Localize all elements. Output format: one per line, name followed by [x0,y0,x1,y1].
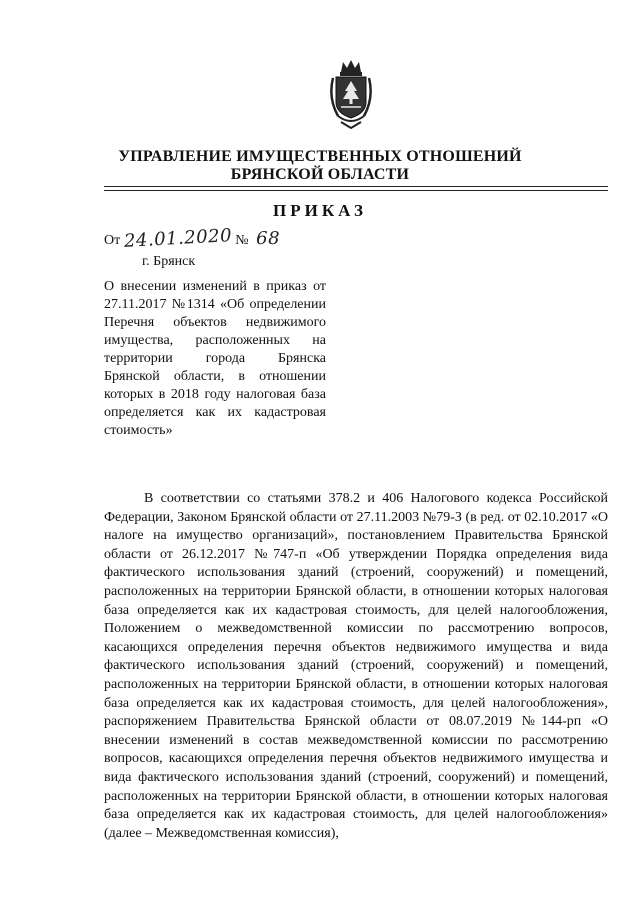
document-type-title: ПРИКАЗ [273,201,367,220]
header-divider-top [104,186,608,187]
organization-name-line1: УПРАВЛЕНИЕ ИМУЩЕСТВЕННЫХ ОТНОШЕНИЙ [118,148,522,165]
body-paragraph: В соответствии со статьями 378.2 и 406 Налогового кодекса Российской Федерации, Законом Брянской области от 27.11.2003 №79-З (в ред. от 02.10.2017 «О налоге на имущество организаций», постановлением Правительства Брянской области от 26.12.2017 №747-п «Об утверждении Порядка определения вида фактического использования зданий (строений, сооружений) и помещений, расположенных на территории Брянской области, в отношении которых налоговая база определяется как их кадастровая стоимость, для целей налогообложения, Положением о межведомственной комиссии по рассмотрению вопросов, касающихся определения перечня объектов недвижимого имущества и вида фактического использования зданий (строений, сооружений) и помещений, расположенных на территории Брянской области, в отношении которых налоговая база определяется как их кадастровая стоимость, для целей налогообложения», распоряжением Правительства Брянской области от 08.07.2019 №144-рп «О внесении изменений в состав межведомственной комиссии по рассмотрению вопросов, касающихся определения перечня объектов недвижимого имущества и вида фактического использования зданий (строений, сооружений) и помещений, расположенных на территории Брянской области, в отношении которых налоговая база определяется как их кадастровая стоимость, для целей налогообложения» (далее – Межведомственная комиссия), [104,491,608,841]
date-prefix: От [104,233,121,248]
number-prefix: № [235,233,249,248]
organization-name-line2: БРЯНСКОЙ ОБЛАСТИ [230,166,410,183]
header-divider-bottom [104,190,608,191]
handwritten-date: 24.01.2020 [123,225,233,252]
handwritten-number: 68 [256,228,281,249]
date-number-row [104,225,281,252]
coat-of-arms-icon [327,58,375,134]
order-subject: О внесении изменений в приказ от 27.11.2017 №1314 «Об определении Перечня объектов недвижимого имущества, расположенных на территории города Брянска Брянской области, в отношении которых в 2018 году налоговая база определяется как их кадастровая стоимость» [104,279,326,438]
city-label: г. Брянск [142,254,196,269]
